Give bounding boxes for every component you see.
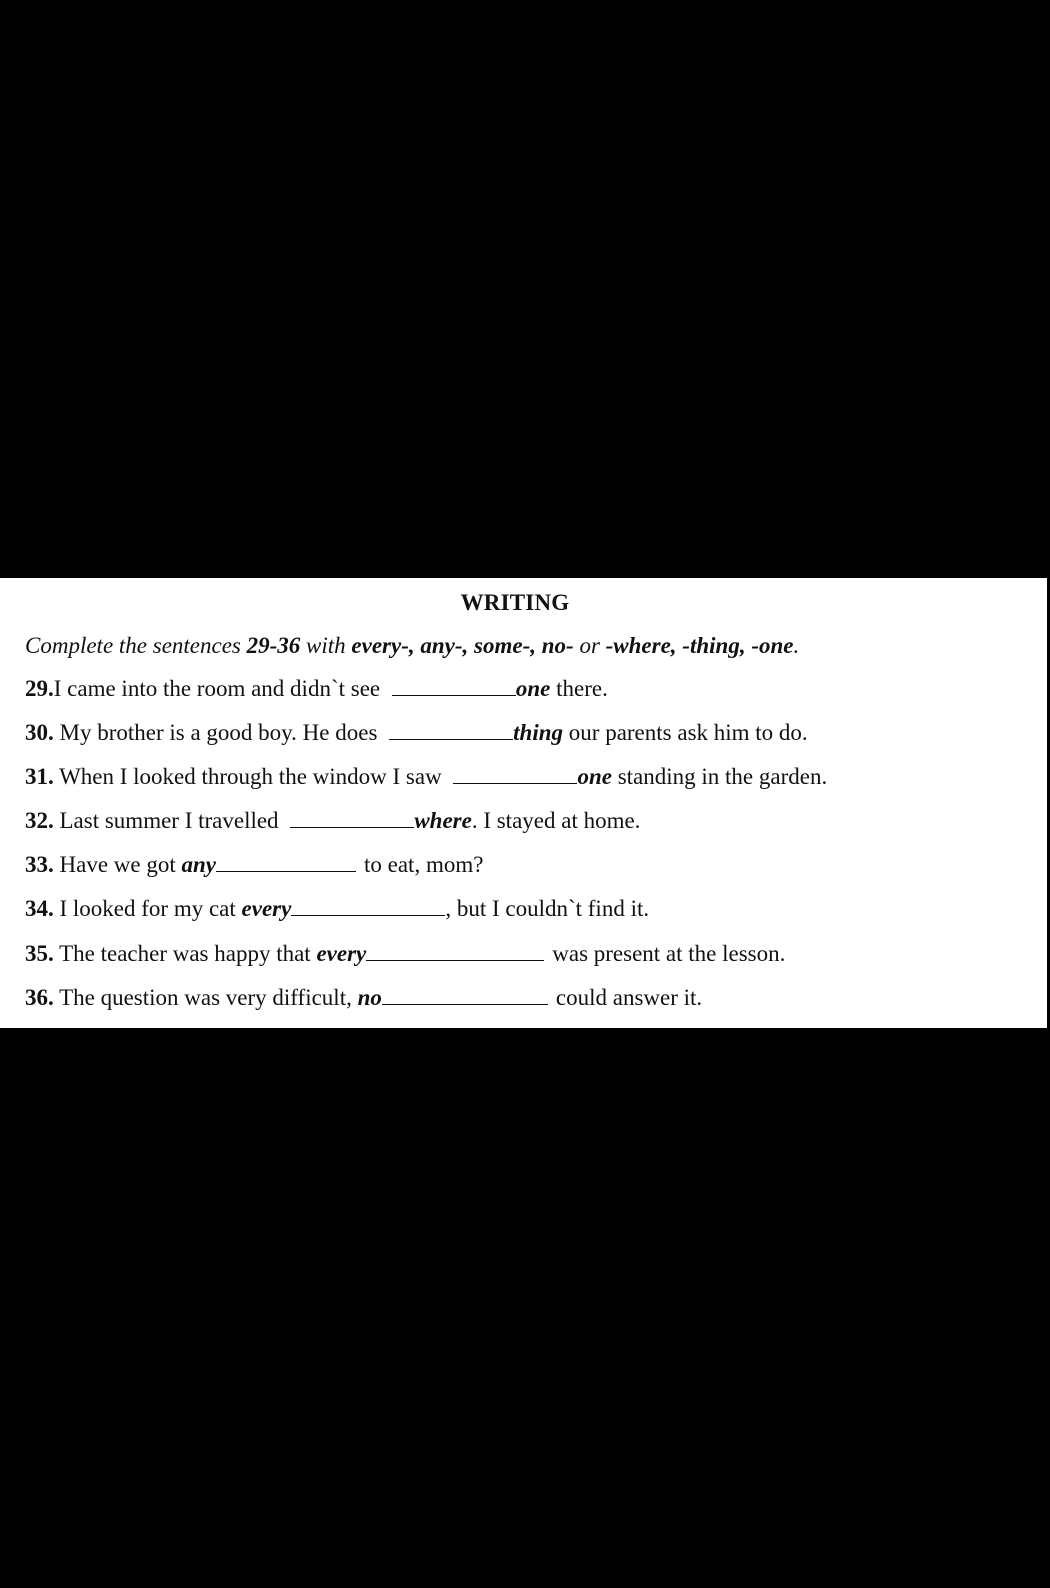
sentence-number: 31. (25, 764, 54, 789)
sentence-text: The question was very difficult, (53, 985, 358, 1010)
sentence-29 (25, 676, 608, 704)
given-word: thing (513, 720, 564, 745)
given-word: any (181, 852, 216, 877)
sentence-number: 29. (25, 676, 54, 701)
sentence-34 (25, 896, 649, 924)
sentence-number: 32. (25, 808, 54, 833)
sentence-text: I looked for my cat (53, 896, 242, 921)
instr-text: or (573, 633, 606, 658)
instr-text: . (793, 633, 800, 658)
sentence-33 (25, 852, 483, 880)
sentence-30 (25, 720, 808, 748)
sentence-text: The teacher was happy that (53, 941, 317, 966)
answer-blank[interactable] (291, 896, 445, 916)
answer-blank[interactable] (392, 676, 516, 696)
sentence-text: Last summer I travelled (53, 808, 285, 833)
sentence-31 (25, 764, 827, 792)
sentence-text: When I looked through the window I saw (53, 764, 448, 789)
instr-range: 29-36 (246, 633, 301, 658)
sentence-rest: our parents ask him to do. (563, 720, 808, 745)
sentence-rest: standing in the garden. (611, 764, 828, 789)
instr-text: Complete the sentences (25, 633, 247, 658)
section-title: WRITING (460, 590, 570, 615)
given-word: no (357, 985, 382, 1010)
answer-blank[interactable] (290, 808, 414, 828)
instr-prefixes: every-, any-, some-, no- (351, 633, 574, 658)
worksheet (0, 578, 1047, 1028)
answer-blank[interactable] (366, 941, 544, 961)
sentence-rest: could answer it. (555, 985, 703, 1010)
given-word: one (577, 764, 612, 789)
sentence-number: 34. (25, 896, 54, 921)
sentence-rest: there. (550, 676, 608, 701)
sentence-number: 33. (25, 852, 54, 877)
sentence-number: 35. (25, 941, 54, 966)
sentence-rest: . I stayed at home. (471, 808, 641, 833)
sentence-rest: , but I couldn`t find it. (445, 896, 650, 921)
sentence-text: Have we got (53, 852, 182, 877)
instr-text: with (300, 633, 352, 658)
answer-blank[interactable] (216, 852, 356, 872)
answer-blank[interactable] (382, 985, 548, 1005)
sentence-text: My brother is a good boy. He does (53, 720, 384, 745)
sentence-36 (25, 985, 702, 1013)
sentence-35 (25, 941, 785, 969)
sentence-32 (25, 808, 640, 836)
given-word: where (414, 808, 472, 833)
given-word: every (316, 941, 367, 966)
answer-blank[interactable] (389, 720, 513, 740)
sentence-number: 36. (25, 985, 54, 1010)
instr-suffixes: -where, -thing, -one (605, 633, 794, 658)
answer-blank[interactable] (453, 764, 577, 784)
sentence-rest: was present at the lesson. (552, 941, 786, 966)
given-word: every (241, 896, 292, 921)
given-word: one (515, 676, 551, 701)
instructions (25, 633, 799, 659)
sentence-text: I came into the room and didn`t see (53, 676, 386, 701)
sentence-number: 30. (25, 720, 54, 745)
sentence-rest: to eat, mom? (364, 852, 484, 877)
